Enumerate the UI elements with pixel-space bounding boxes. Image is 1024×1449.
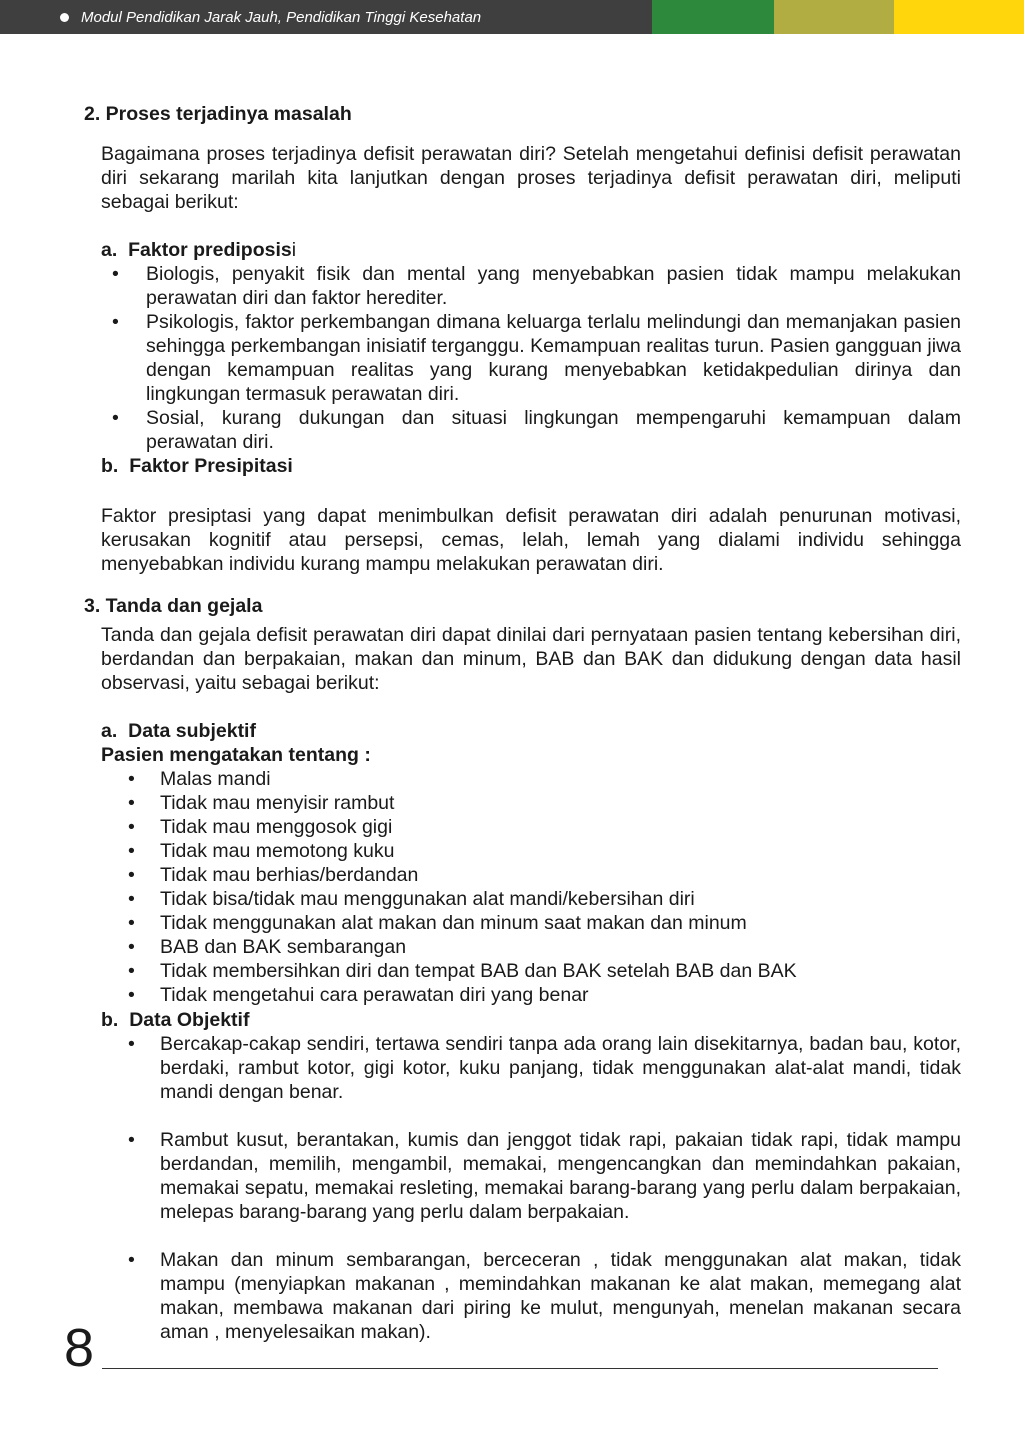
footer-divider [102,1368,938,1369]
list-item [128,911,961,935]
list-item-text: Sosial, kurang dukungan dan situasi lingkungan mempengaruhi kemampuan dalam perawatan diri. [146,407,961,453]
bullet-icon: • [112,263,119,285]
section-2-heading: 2. Proses terjadinya masalah [84,103,352,125]
list-item-text: Tidak membersihkan diri dan tempat BAB dan BAK setelah BAB dan BAK [160,960,797,982]
section-3-intro: Tanda dan gejala defisit perawatan diri dapat dinilai dari pernyataan pasien tentang kebersihan diri, berdandan dan berpakaian, makan dan minum, BAB dan BAK dan didukung dengan data hasil observasi, yaitu sebagai berikut: [101,624,961,694]
bullet-icon: • [128,1129,135,1151]
list-item [128,791,961,815]
list-item [112,406,961,454]
list-item-text: BAB dan BAK sembarangan [160,936,407,958]
list-item [128,1032,961,1104]
section-3-heading: 3. Tanda dan gejala [84,595,263,617]
bullet-icon: • [128,1033,135,1055]
subsection-2a-title [101,238,296,262]
subsection-2b-label: b. [101,455,119,477]
list-item [128,767,961,791]
list-item-text: Makan dan minum sembarangan, berceceran , tidak menggunakan alat makan, tidak mampu (menyiapkan makanan , memindahkan makanan ke alat makan, memegang alat makan, membawa makanan dari piring ke mulut, mengunyah, menelan makanan secara aman , menyelesaikan makan). [160,1249,961,1343]
bullet-icon: • [128,1249,135,1271]
list-item-text: Tidak menggunakan alat makan dan minum saat makan dan minum [160,912,747,934]
subsection-3b-title [101,1008,249,1032]
list-item [112,310,961,406]
bullet-icon: • [128,864,135,886]
header-stripe-yellow [894,0,1024,34]
list-item-text: Psikologis, faktor perkembangan dimana keluarga terlalu melindungi dan memanjakan pasien sehingga perkembangan inisiatif terganggu. Kemampuan realitas turun. Pasien gangguan jiwa dengan kemampuan realitas yang kurang menyebabkan ketidakpedulian dirinya dan lingkungan termasuk perawatan diri. [146,311,961,405]
page-number: 8 [64,1318,95,1378]
list-item [128,815,961,839]
list-item-text: Rambut kusut, berantakan, kumis dan jenggot tidak rapi, pakaian tidak rapi, tidak mampu berdandan, memilih, mengambil, memakai, mengencangkan dan memindahkan pakaian, memakai sepatu, memakai resleting, memakai barang-barang yang perlu dalam berpakaian, melepas barang-barang yang perlu dalam berpakaian. [160,1129,961,1223]
list-item [128,1248,961,1344]
list-item-text: Tidak mau berhias/berdandan [160,864,419,886]
subsection-2b-title [101,454,293,478]
presipitasi-paragraph: Faktor presiptasi yang dapat menimbulkan defisit perawatan diri adalah penurunan motivasi, kerusakan kognitif atau persepsi, cemas, lelah, lemah yang dialami individu sehingga menyebabkan individu kurang mampu melakukan perawatan diri. [101,505,961,575]
page-header [0,0,1024,34]
header-title-band [0,0,652,34]
header-stripe-green [652,0,774,34]
list-item-text: Tidak mau menggosok gigi [160,816,393,838]
list-item [112,262,961,310]
list-item-text: Tidak mau memotong kuku [160,840,395,862]
section-2-intro: Bagaimana proses terjadinya defisit perawatan diri? Setelah mengetahui definisi defisit perawatan diri sekarang marilah kita lanjutkan dengan proses terjadinya defisit perawatan diri, meliputi sebagai berikut: [101,143,961,213]
list-item-text: Tidak bisa/tidak mau menggunakan alat mandi/kebersihan diri [160,888,695,910]
bullet-icon: • [112,407,119,429]
list-item-text: Malas mandi [160,768,271,790]
objective-list [128,1032,961,1344]
subsection-2a-label: a. [101,239,118,261]
bullet-icon: • [128,888,135,910]
list-item [128,935,961,959]
bullet-icon: • [128,912,135,934]
subsection-3b-label: b. [101,1009,119,1031]
predisposition-list [112,262,961,454]
subsection-3a-label: a. [101,720,118,742]
bullet-icon: • [128,984,135,1006]
subsection-3a-title [101,719,256,743]
subsection-2b-title-text: Faktor Presipitasi [129,455,293,477]
header-stripe-olive [774,0,894,34]
list-item-text: Biologis, penyakit fisik dan mental yang menyebabkan pasien tidak mampu melakukan perawatan diri dan faktor herediter. [146,263,961,309]
bullet-icon: • [128,960,135,982]
bullet-icon: • [128,792,135,814]
list-item [128,983,961,1007]
list-item [128,959,961,983]
subsection-2a-title-bold: Faktor prediposis [128,239,292,261]
subjective-lead: Pasien mengatakan tentang : [101,744,371,766]
list-item [128,839,961,863]
subsection-3b-title-text: Data Objektif [129,1009,250,1031]
subsection-3a-title-text: Data subjektif [128,720,256,742]
list-item [128,863,961,887]
subjective-list [128,767,961,1007]
subsection-2a-title-rest: i [291,239,297,261]
bullet-icon: • [128,816,135,838]
list-item-text: Tidak mengetahui cara perawatan diri yang benar [160,984,589,1006]
bullet-icon: • [128,936,135,958]
bullet-dot-icon [60,13,69,22]
header-title: Modul Pendidikan Jarak Jauh, Pendidikan Tinggi Kesehatan [81,8,482,26]
bullet-icon: • [128,840,135,862]
list-item-text: Tidak mau menyisir rambut [160,792,395,814]
bullet-icon: • [112,311,119,333]
bullet-icon: • [128,768,135,790]
list-item [128,1128,961,1224]
list-item-text: Bercakap-cakap sendiri, tertawa sendiri tanpa ada orang lain disekitarnya, badan bau, kotor, berdaki, rambut kotor, gigi kotor, kuku panjang, tidak menggunakan alat-alat mandi, tidak mandi dengan benar. [160,1033,961,1103]
list-item [128,887,961,911]
